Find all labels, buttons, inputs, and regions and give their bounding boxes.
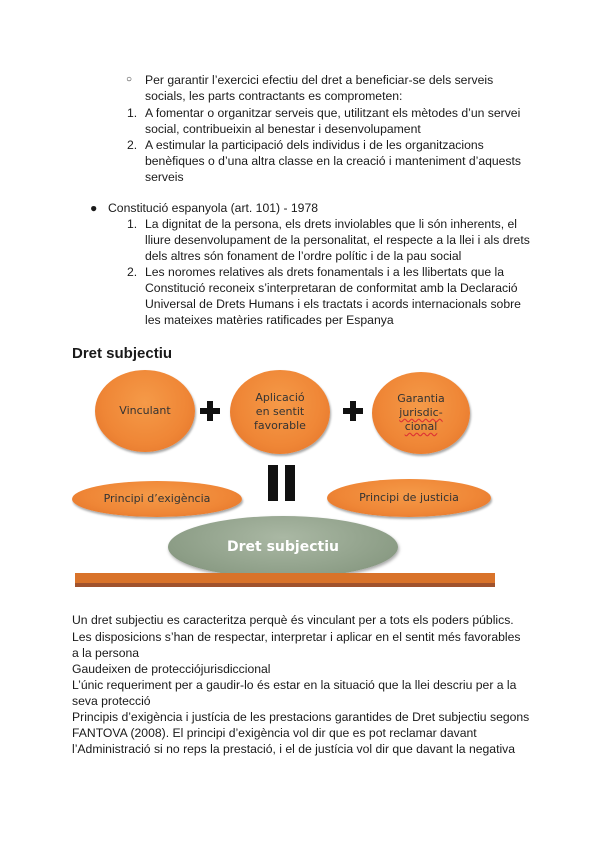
paragraph-line: seva protecció [72, 694, 151, 708]
text-line: Les noromes relatives als drets fonamentals i a les llibertats que la [145, 265, 505, 279]
plus-icon [343, 401, 363, 421]
text-line: Constitució reconeix s’interpretaran de conformitat amb la Declaració [145, 281, 518, 295]
hollow-bullet-icon: ○ [126, 74, 133, 85]
base-bar [75, 573, 495, 587]
circle-label: Vinculant [119, 404, 171, 417]
list-number: 2. [127, 138, 138, 152]
circle-label: en sentit [255, 405, 305, 418]
paragraph-line: Gaudeixen de protecciójurisdiccional [72, 662, 271, 676]
list-number: 1. [127, 217, 138, 231]
text-line: benèfiques o d’una altra classe en la creació i manteniment d’aquests [145, 154, 522, 168]
section-heading: Dret subjectiu [72, 345, 173, 362]
text-line: Universal de Drets Humans i els tractats i acords internacionals sobre [145, 297, 521, 311]
text-line: social, contribueixin al benestar i desenvolupament [145, 122, 421, 136]
paragraph-line: a la persona [72, 646, 140, 660]
oval-label: Dret subjectiu [227, 539, 339, 555]
text-line: socials, les parts contractants es comprometen: [145, 89, 403, 103]
text-line: La dignitat de la persona, els drets inviolables que li són inherents, el [145, 217, 517, 231]
oval-principi-exigencia [72, 481, 242, 517]
bullet-icon: ● [90, 201, 98, 215]
circle-label: cional [404, 420, 438, 433]
circle-garantia [372, 372, 470, 454]
equals-icon [268, 465, 298, 501]
plus-icon [200, 401, 220, 421]
circle-label: Garantia [397, 392, 445, 405]
oval-label: Principi de justicia [359, 491, 459, 504]
circle-vinculant [95, 370, 195, 452]
circle-label: Aplicació [255, 391, 305, 404]
paragraph-line: l’Administració si no reps la prestació, i el de justícia vol dir que davant la negativa [72, 742, 516, 756]
paragraph-line: Principis d’exigència i justícia de les prestacions garantides de Dret subjectiu segons [72, 710, 530, 724]
text-line: serveis [145, 170, 184, 184]
text-line: Constitució espanyola (art. 101) - 1978 [108, 201, 319, 215]
text-line: les mateixes matèries ratificades per Espanya [145, 313, 394, 327]
paragraph-line: FANTOVA (2008). El principi d’exigència vol dir que es pot reclamar davant [72, 726, 477, 740]
list-number: 1. [127, 106, 138, 120]
paragraph-line: L’únic requeriment per a gaudir-lo és estar en la situació que la llei descriu per a la [72, 678, 517, 692]
paragraph-line: Les disposicions s’han de respectar, interpretar i aplicar en el sentit més favorables [72, 630, 521, 644]
circle-aplicacio [230, 370, 330, 454]
paragraph-line: Un dret subjectiu es caracteritza perquè és vinculant per a tots els poders públics. [72, 613, 514, 627]
text-line: dels altres són fonament de l’ordre polític i de la pau social [145, 249, 462, 263]
text-line: Per garantir l’exercici efectiu del dret a beneficiar-se dels serveis [145, 73, 494, 87]
text-line: lliure desenvolupament de la personalitat, el respecte a la llei i als drets [145, 233, 530, 247]
circle-label: jurisdic- [399, 406, 443, 419]
oval-principi-justicia [327, 479, 491, 517]
list-number: 2. [127, 265, 138, 279]
oval-dret-subjectiu [168, 516, 398, 578]
text-line: A fomentar o organitzar serveis que, utilitzant els mètodes d’un servei [145, 106, 521, 120]
oval-label: Principi d’exigència [103, 492, 211, 505]
text-line: A estimular la participació dels individus i de les organitzacions [145, 138, 484, 152]
circle-label: favorable [254, 419, 306, 432]
